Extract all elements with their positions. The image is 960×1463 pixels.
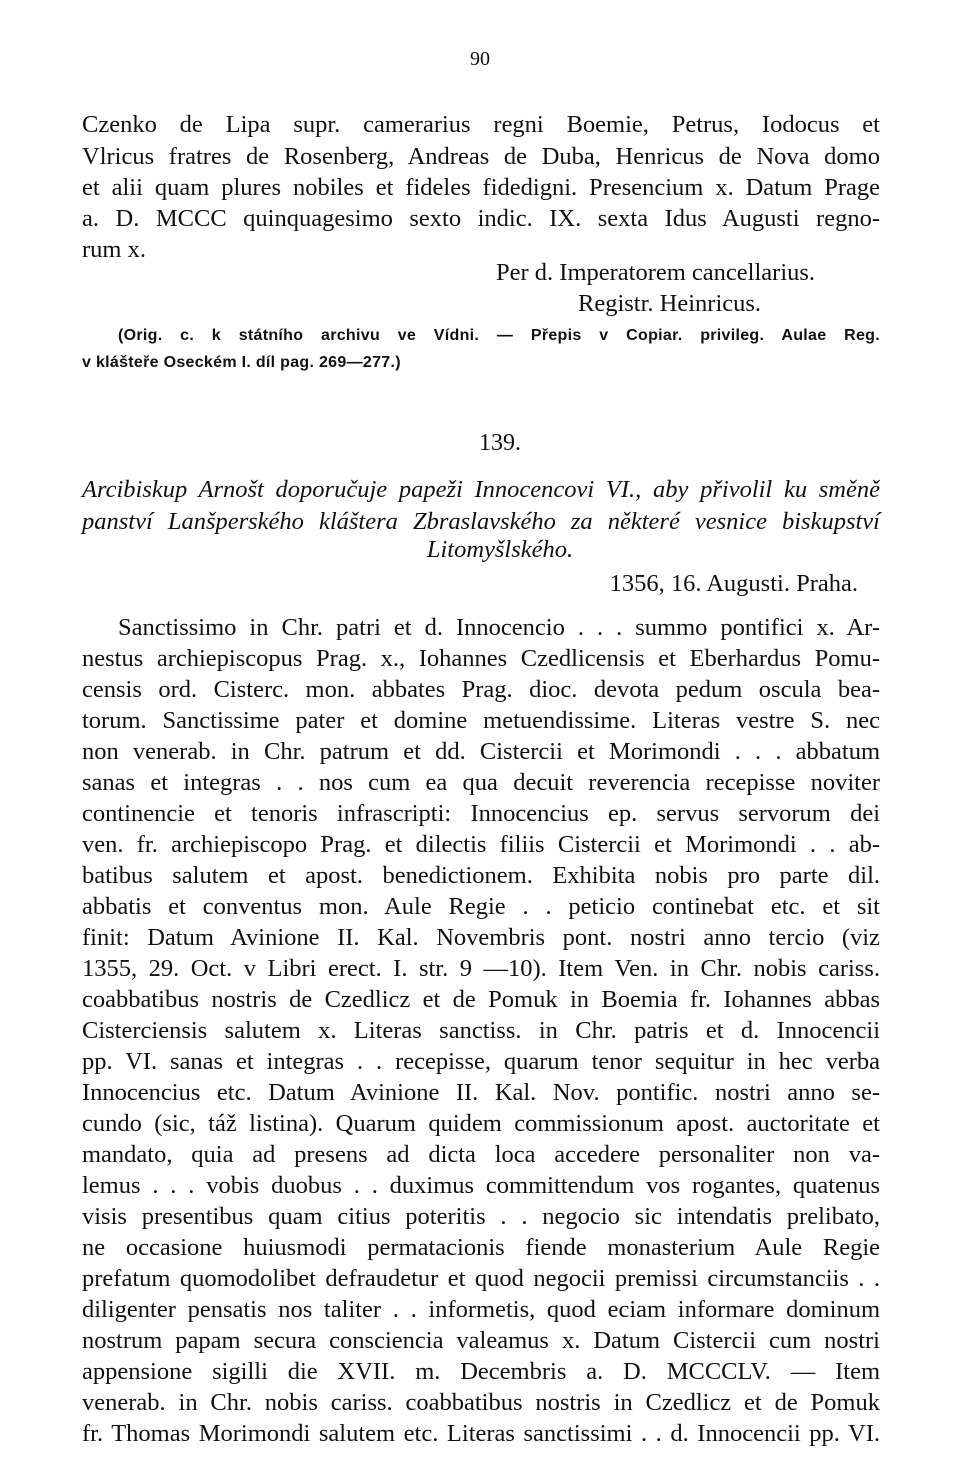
text-line: torum. Sanctissime pater et domine metuendissime. Literas vestre S. nec (82, 707, 880, 734)
text-line: Innocencius etc. Datum Avinione II. Kal. Nov. pontific. nostri anno se- (82, 1079, 880, 1106)
text-line: censis ord. Cisterc. mon. abbates Prag. dioc. devota pedum oscula bea- (82, 676, 880, 703)
text-line: (Orig. c. k státního archivu ve Vídni. — Přepis v Copiar. privileg. Aulae Reg. (118, 327, 880, 344)
text-line: prefatum quomodolibet defraudetur et quod negocii premissi circumstanciis . . (82, 1265, 880, 1292)
text-line: Vlricus fratres de Rosenberg, Andreas de Duba, Henricus de Nova domo (82, 143, 880, 170)
text-line: Cisterciensis salutem x. Literas sanctiss. in Chr. patris et d. Innocencii (82, 1017, 880, 1044)
text-line: nestus archiepiscopus Prag. x., Iohannes Czedlicensis et Eberhardus Pomu- (82, 645, 880, 672)
text-line: mandato, quia ad presens ad dicta loca accedere personaliter non va- (82, 1141, 880, 1168)
text-line: Sanctissimo in Chr. patri et d. Innocencio . . . summo pontifici x. Ar- (118, 614, 880, 641)
text-line: non venerab. in Chr. patrum et dd. Cistercii et Morimondi . . . abbatum (82, 738, 880, 765)
text-line: lemus . . . vobis duobus . . duximus committendum vos rogantes, quatenus (82, 1172, 880, 1199)
text-line: Registr. Heinricus. (578, 290, 762, 317)
text-line: nostrum papam secura consciencia valeamus x. Datum Cistercii cum nostri (82, 1327, 880, 1354)
text-line: continencie et tenoris infrascripti: Innocencius ep. servus servorum dei (82, 800, 880, 827)
text-line: appensione sigilli die XVII. m. Decembris a. D. MCCCLV. — Item (82, 1358, 880, 1385)
text-line: 1355, 29. Oct. v Libri erect. I. str. 9 —10). Item Ven. in Chr. nobis cariss. (82, 955, 880, 982)
text-line: cundo (sic, táž listina). Quarum quidem commissionum apost. auctoritate et (82, 1110, 880, 1137)
text-line: 139. (479, 430, 521, 456)
text-line: diligenter pensatis nos taliter . . informetis, quod eciam informare dominum (82, 1296, 880, 1323)
text-line: panství Lanšperského kláštera Zbraslavského za některé vesnice biskupství (82, 508, 880, 535)
text-line: Per d. Imperatorem cancellarius. (496, 259, 816, 286)
text-line: et alii quam plures nobiles et fideles fidedigni. Presencium x. Datum Prage (82, 174, 880, 201)
text-line: Czenko de Lipa supr. camerarius regni Boemie, Petrus, Iodocus et (82, 111, 880, 138)
text-line: v klášteře Oseckém I. díl pag. 269—277.) (82, 354, 401, 371)
text-line: ne occasione huiusmodi permatacionis fiende monasterium Aule Regie (82, 1234, 880, 1261)
text-line: venerab. in Chr. nobis cariss. coabbatibus nostris in Czedlicz et de Pomuk (82, 1389, 880, 1416)
text-line: 1356, 16. Augusti. Praha. (609, 570, 858, 597)
text-line: Arcibiskup Arnošt doporučuje papeži Innocencovi VI., aby přivolil ku směně (82, 476, 880, 503)
text-line: coabbatibus nostris de Czedlicz et de Pomuk in Boemia fr. Iohannes abbas (82, 986, 880, 1013)
text-line: fr. Thomas Morimondi salutem etc. Literas sanctissimi . . d. Innocencii pp. VI. (82, 1420, 880, 1447)
text-line: Litomyšlského. (426, 536, 574, 563)
text-line: batibus salutem et apost. benedictionem. Exhibita nobis pro parte dil. (82, 862, 880, 889)
text-line: sanas et integras . . nos cum ea qua decuit reverencia recepisse noviter (82, 769, 880, 796)
text-line: abbatis et conventus mon. Aule Regie . . peticio continebat etc. et sit (82, 893, 880, 920)
page-number: 90 (470, 48, 490, 70)
text-line: finit: Datum Avinione II. Kal. Novembris pont. nostri anno tercio (viz (82, 924, 880, 951)
text-line: ven. fr. archiepiscopo Prag. et dilectis filiis Cistercii et Morimondi . . ab- (82, 831, 880, 858)
text-line: rum x. (82, 236, 146, 263)
text-line: pp. VI. sanas et integras . . recepisse, quarum tenor sequitur in hec verba (82, 1048, 880, 1075)
text-line: visis presentibus quam citius poteritis . . negocio sic intendatis prelibato, (82, 1203, 880, 1230)
text-line: a. D. MCCC quinquagesimo sexto indic. IX. sexta Idus Augusti regno- (82, 205, 880, 232)
